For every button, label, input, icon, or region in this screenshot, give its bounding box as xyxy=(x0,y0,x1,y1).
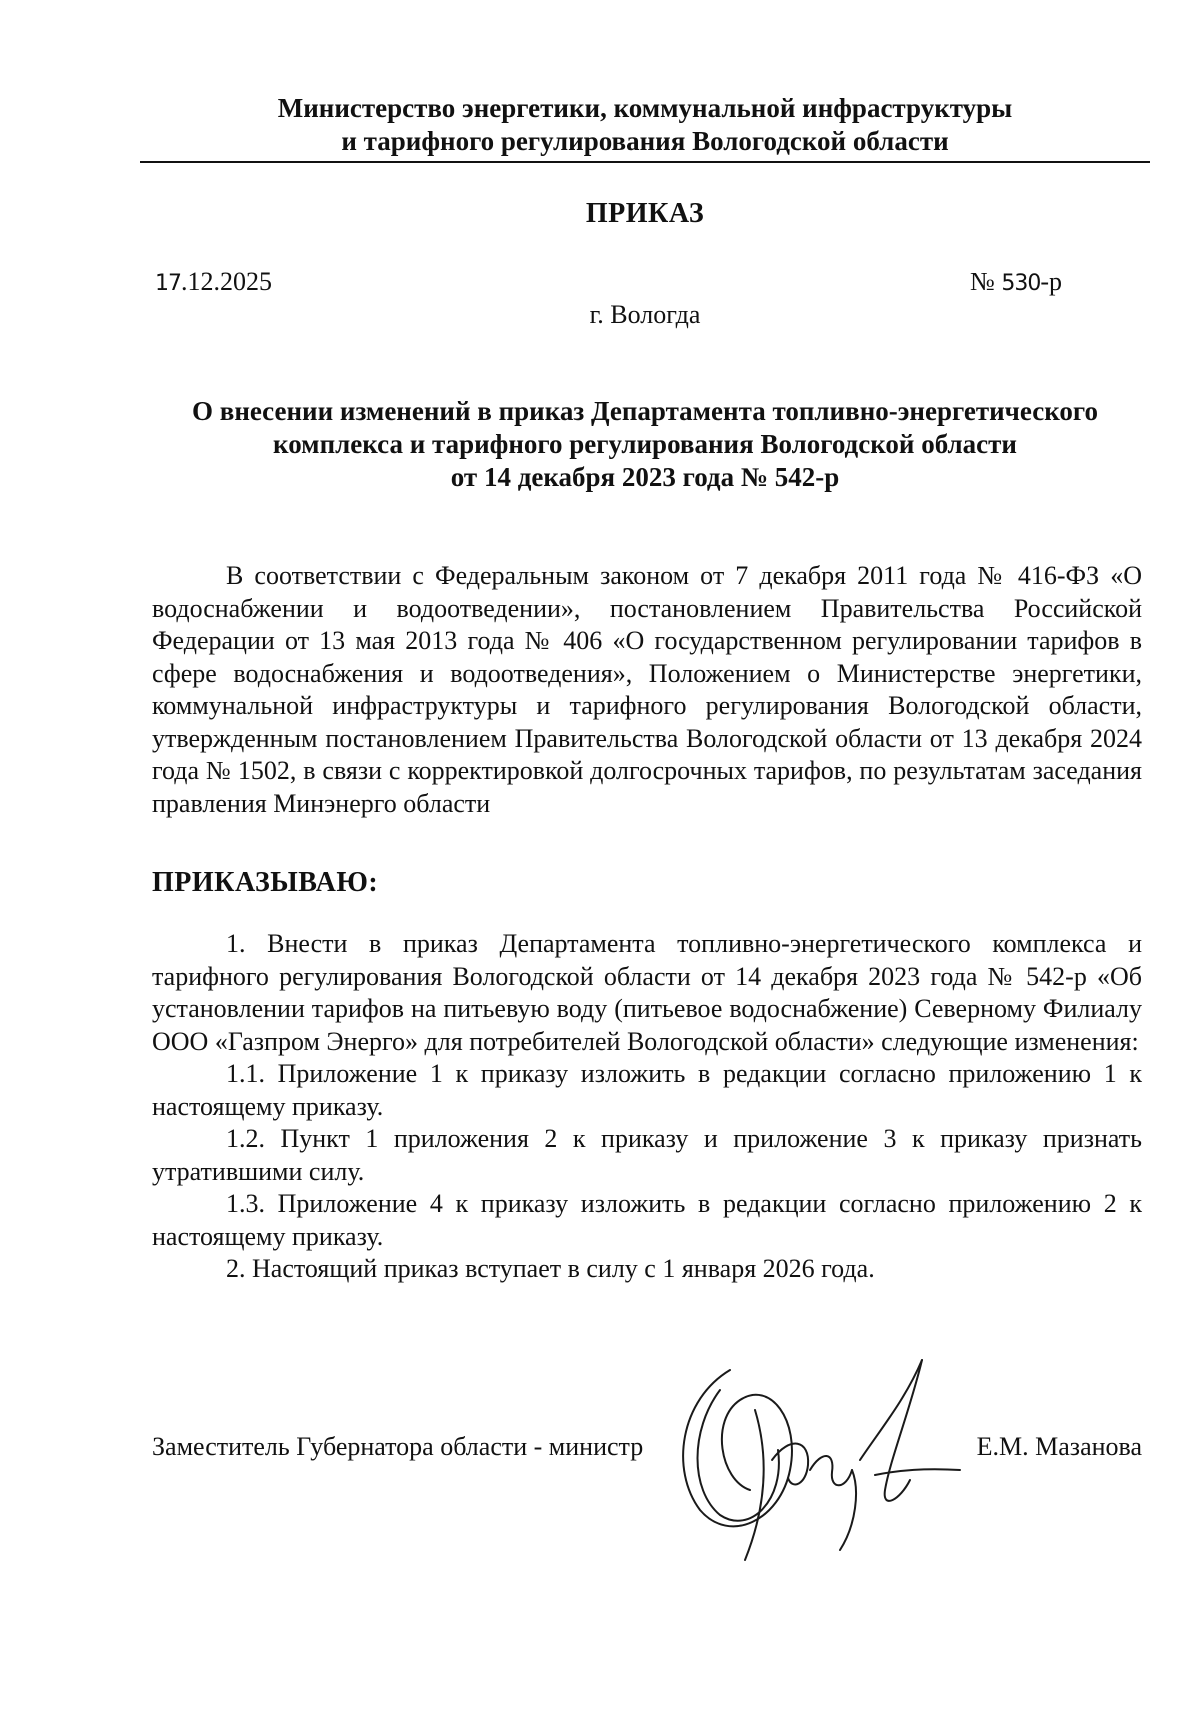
header-divider xyxy=(140,161,1150,163)
document-subject xyxy=(140,395,1150,494)
clause-1-1: 1.1. Приложение 1 к приказу изложить в редакции согласно приложению 1 к настоящему приказу. xyxy=(152,1059,1142,1121)
date-month-year: .12.2025 xyxy=(181,267,272,296)
subject-line-1: О внесении изменений в приказ Департамента топливно-энергетического xyxy=(191,396,1098,426)
subject-line-2: комплекса и тарифного регулирования Вологодской области xyxy=(273,429,1017,459)
signatory-name: Е.М. Мазанова xyxy=(976,1432,1142,1461)
document-number xyxy=(970,267,1062,297)
clause-1-2: 1.2. Пункт 1 приложения 2 к приказу и приложение 3 к приказу признать утратившими силу. xyxy=(152,1124,1142,1186)
number-value-handwritten: 530 xyxy=(1001,271,1041,296)
order-word: ПРИКАЗЫВАЮ: xyxy=(152,867,379,898)
organization-name-line-1: Министерство энергетики, коммунальной инфраструктуры xyxy=(277,93,1013,123)
signatory-title: Заместитель Губернатора области - министр xyxy=(152,1432,644,1461)
subject-line-3: от 14 декабря 2023 года № 542-р xyxy=(450,462,840,492)
document-city: г. Вологда xyxy=(589,300,701,329)
handwritten-signature xyxy=(660,1340,990,1580)
clauses-list xyxy=(152,928,1142,1286)
document-type: ПРИКАЗ xyxy=(585,198,705,229)
document-date xyxy=(155,267,272,297)
clause-2: 2. Настоящий приказ вступает в силу с 1 января 2026 года. xyxy=(226,1254,875,1283)
organization-name xyxy=(140,92,1150,158)
clause-1: 1. Внести в приказ Департамента топливно-энергетического комплекса и тарифного регулирования Вологодской области от 14 декабря 2023 года № 542-р «Об установлении тарифов на питьевую воду (питьевое водоснабжение) Северному Филиалу ООО «Газпром Энерго» для потребителей Вологодской области» следующие изменения: xyxy=(152,929,1142,1056)
number-suffix: -р xyxy=(1040,267,1062,296)
preamble-paragraph: В соответствии с Федеральным законом от 7 декабря 2011 года № 416-ФЗ «О водоснабжении и водоотведении», постановлением Правительства Российской Федерации от 13 мая 2013 года № 406 «О государственном регулировании тарифов в сфере водоснабжения и водоотведения», Положением о Министерстве энергетики, коммунальной инфраструктуры и тарифного регулирования Вологодской области, утвержденным постановлением Правительства Вологодской области от 13 декабря 2024 года № 1502, в связи с корректировкой долгосрочных тарифов, по результатам заседания правления Минэнерго области xyxy=(152,561,1142,818)
date-day-handwritten: 17 xyxy=(155,271,181,296)
clause-1-3: 1.3. Приложение 4 к приказу изложить в редакции согласно приложению 2 к настоящему приказу. xyxy=(152,1189,1142,1251)
organization-name-line-2: и тарифного регулирования Вологодской области xyxy=(341,126,949,156)
number-sign: № xyxy=(970,267,995,296)
